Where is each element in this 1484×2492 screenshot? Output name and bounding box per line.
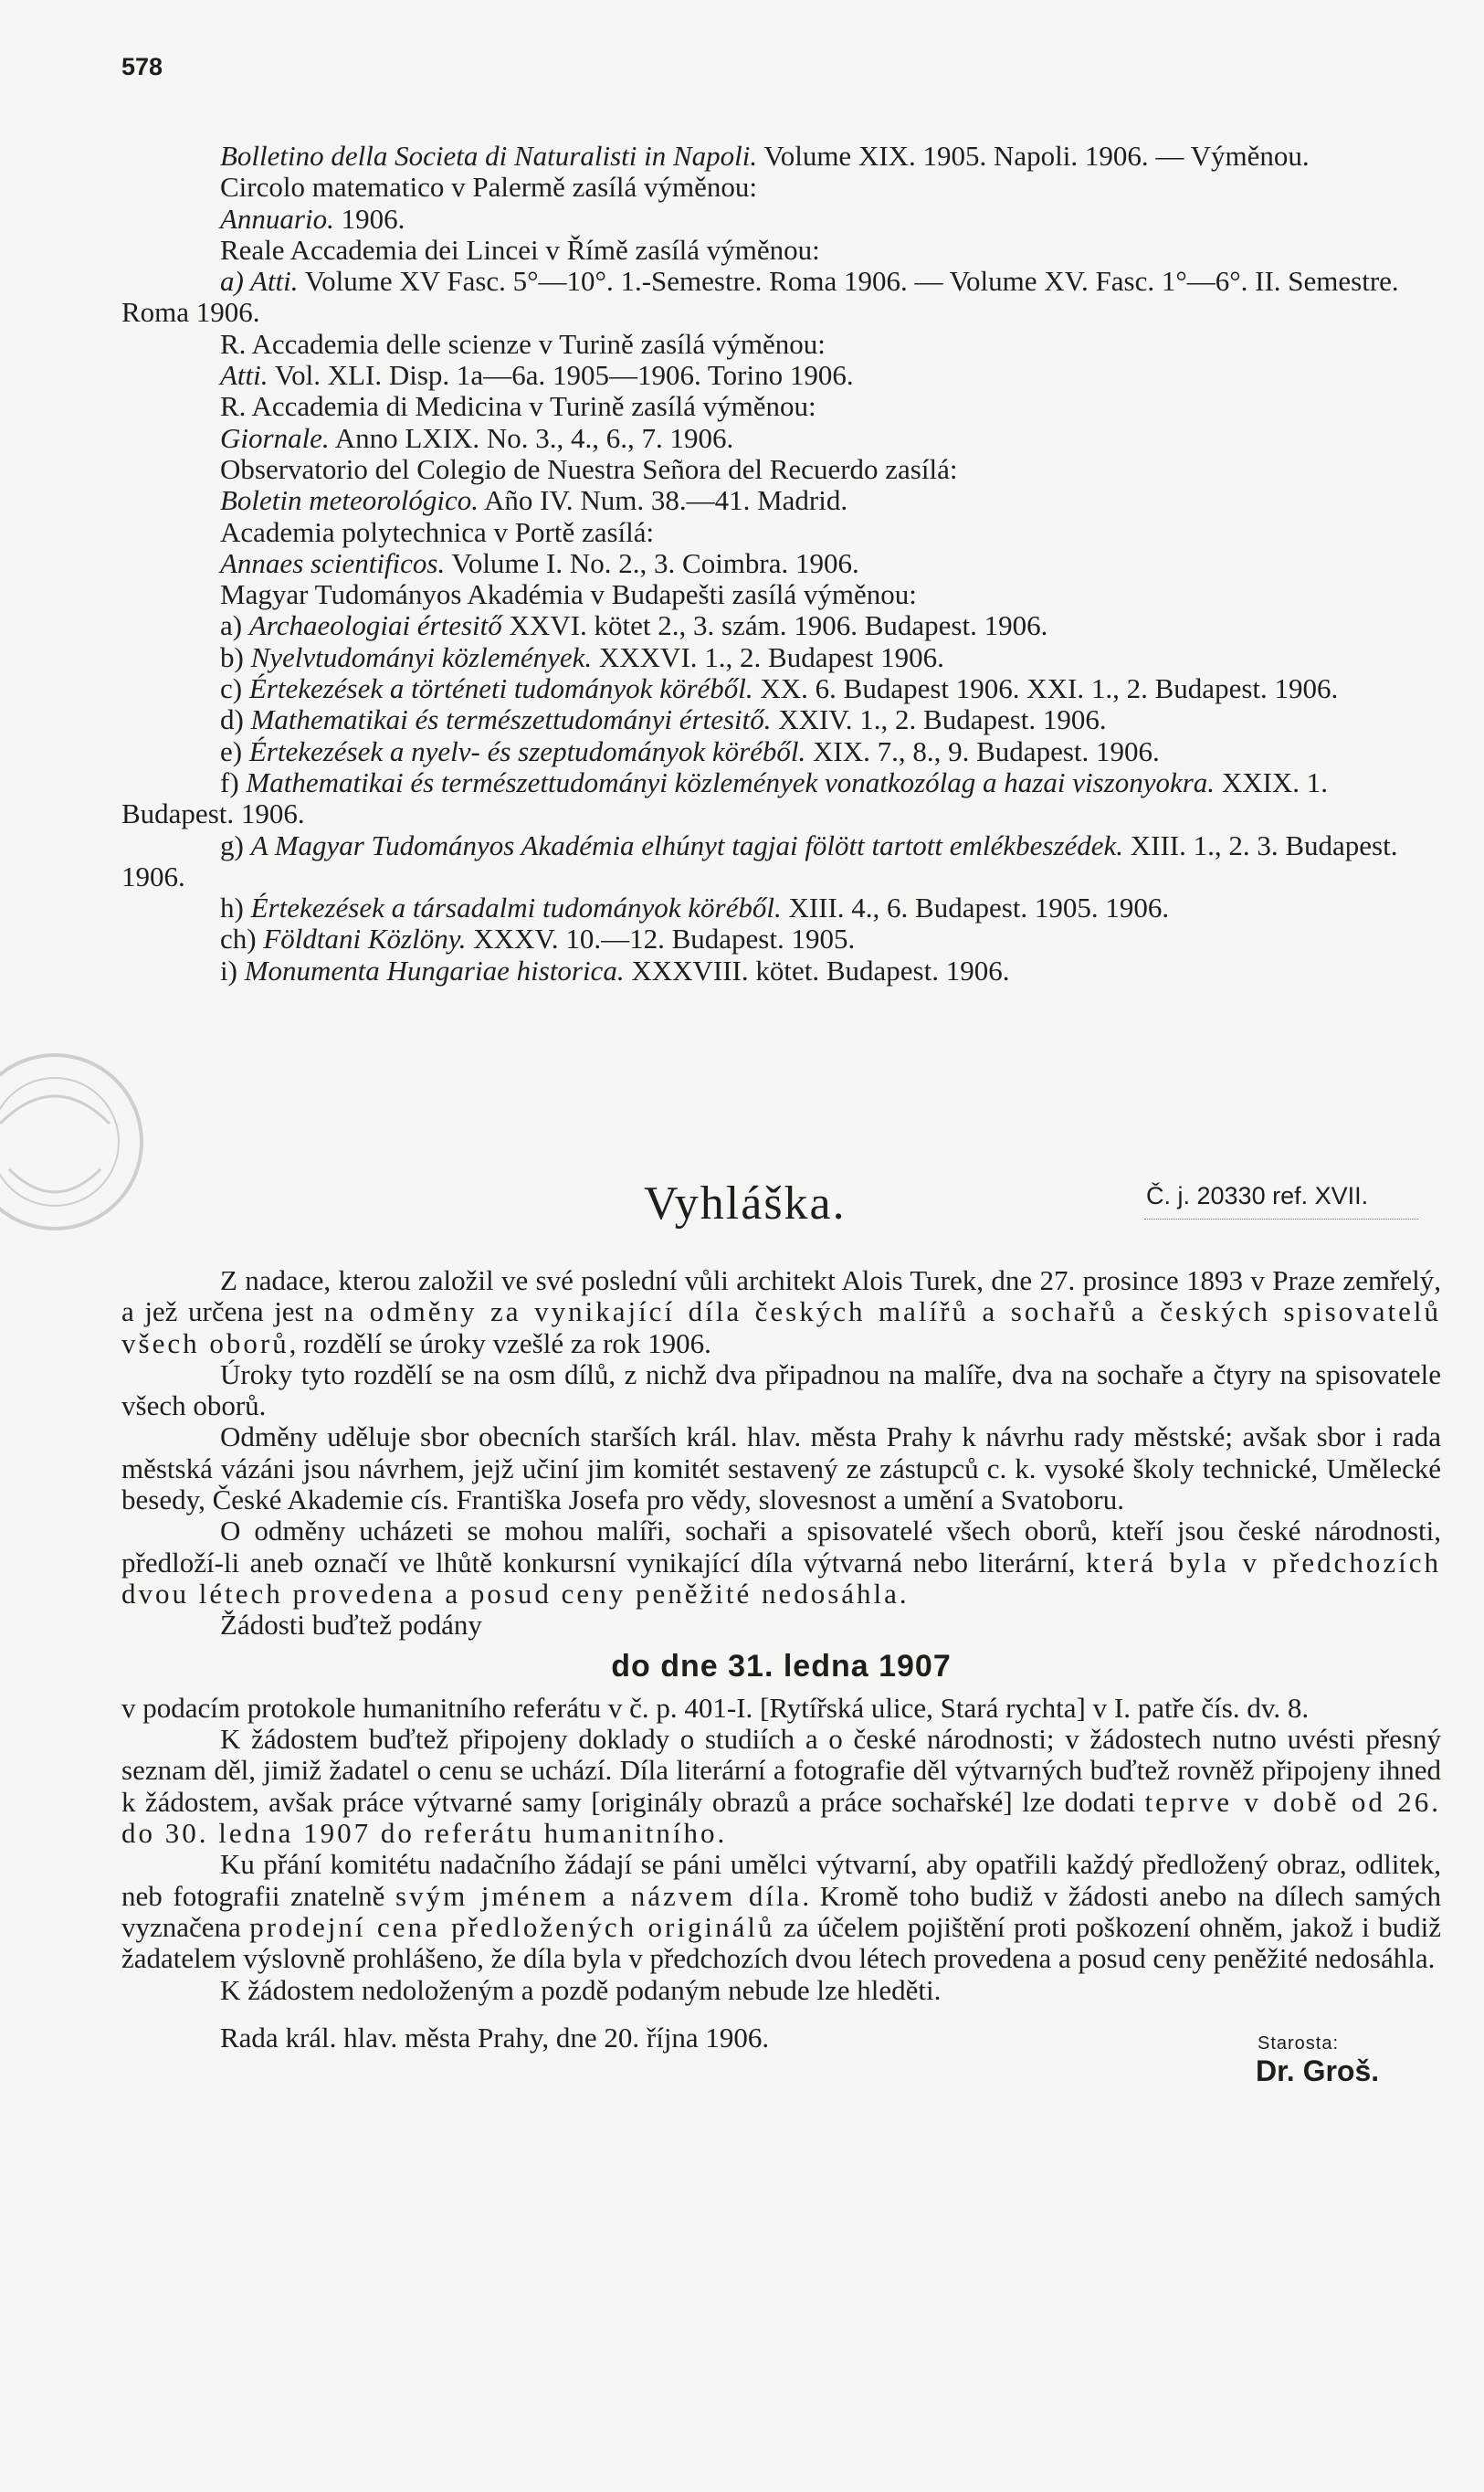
- entry-text: Volume XV Fasc. 5°—10°. 1.-Semestre. Roma 1906. — Volume XV. Fasc. 1°—6°. II. Semestre. Roma 1906.: [121, 265, 1399, 329]
- exchange-entry: [121, 956, 1441, 987]
- spaced-emphasis: teprve v době od 26. do 30. ledna 1907 do referátu humanitního: [121, 1785, 1441, 1850]
- entry-text: R. Accademia di Medicina v Turině zasílá výměnou:: [220, 390, 816, 423]
- entry-text: Vol. XLI. Disp. 1a—6a. 1905—1906. Torino 1906.: [268, 359, 854, 392]
- entry-text: XX. 6. Budapest 1906. XXI. 1., 2. Budapest. 1906.: [753, 672, 1339, 705]
- exchange-entry: [121, 391, 1441, 422]
- publication-title: Értekezések a történeti tudományok köréből.: [248, 672, 753, 705]
- exchange-entry: [121, 892, 1441, 924]
- publication-title: Archaeologiai értesitő: [248, 609, 502, 642]
- exchange-entry: [121, 704, 1441, 735]
- text: za účelem pojištění proti poškození ohněm, jakož i budiž žadatelem výslovně prohlášeno, že díla byla v předchozích dvou létech provedena a posud ceny peněžité nedosáhla.: [121, 1910, 1442, 1975]
- entry-text: c): [220, 672, 249, 705]
- entry-text: XIII. 4., 6. Budapest. 1905. 1906.: [781, 892, 1170, 924]
- publication-title: Bolletino della Societa di Naturalisti in Napoli.: [220, 140, 758, 172]
- exchange-entry: [121, 736, 1441, 767]
- publication-title: Annuario.: [220, 202, 334, 235]
- publication-title: Annaes scientificos.: [220, 546, 446, 579]
- entry-text: Academia polytechnica v Portě zasílá:: [220, 515, 655, 548]
- text: .: [717, 1817, 725, 1850]
- exchange-entry: [121, 830, 1441, 893]
- entry-text: b): [220, 640, 251, 673]
- entry-text: XXXVIII. kötet. Budapest. 1906.: [624, 954, 1010, 987]
- entry-text: 1906.: [333, 202, 405, 235]
- exchange-entry: [121, 329, 1441, 360]
- spaced-emphasis: prodejní cena předložených originálů: [249, 1910, 775, 1943]
- publication-title: Monumenta Hungariae historica.: [244, 954, 625, 987]
- exchange-entry: [121, 485, 1441, 516]
- notice-body: [121, 1265, 1441, 2096]
- paragraph-foundation: [121, 1265, 1441, 1359]
- entry-text: g): [220, 829, 251, 861]
- entry-text: R. Accademia delle scienze v Turině zasílá výměnou:: [220, 327, 826, 360]
- exchange-entry: [121, 642, 1441, 673]
- publication-title: Giornale.: [220, 421, 330, 454]
- exchange-entry: [121, 235, 1441, 266]
- publication-title: Nyelvtudományi közlemények.: [250, 640, 593, 673]
- entry-text: XXVI. kötet 2., 3. szám. 1906. Budapest. 1906.: [501, 609, 1048, 642]
- entry-text: Volume I. No. 2., 3. Coimbra. 1906.: [445, 546, 859, 579]
- publication-title: Értekezések a nyelv- és szeptudományok köréből.: [248, 734, 806, 767]
- exchange-entry: [121, 360, 1441, 391]
- signer-name: Dr. Groš.: [1256, 2054, 1380, 2087]
- spaced-emphasis: která byla v předchozích dvou létech provedena a posud ceny peněžité nedosáhla: [121, 1546, 1441, 1610]
- entry-text: f): [220, 766, 247, 798]
- notice-title: Vyhláška.: [644, 1177, 847, 1230]
- paragraph-location: v podacím protokole humanitního referátu v č. p. 401-I. [Rytířská ulice, Stará rychta] v I. patře čís. dv. 8.: [121, 1691, 1310, 1724]
- entry-text: h): [220, 892, 251, 924]
- entry-text: e): [220, 734, 249, 767]
- text: Z nadace, kterou založil ve své poslední vůli architekt Alois Turek, dne 27. prosince 1893 v Praze zemřelý, a jež určena jest: [121, 1264, 1441, 1328]
- exchange-entry: [121, 517, 1441, 548]
- exchange-entry: [121, 579, 1441, 610]
- entry-text: XXIX. 1. Budapest. 1906.: [121, 766, 1329, 830]
- entry-text: XXXV. 10.—12. Budapest. 1905.: [466, 923, 856, 956]
- paragraph-division: Úroky tyto rozdělí se na osm dílů, z nichž dva připadnou na malíře, dva na sochaře a čtyry na spisovatele všech oborů.: [121, 1357, 1441, 1422]
- spaced-emphasis: svým jménem a názvem díla: [395, 1879, 803, 1912]
- exchange-entry: [121, 454, 1441, 485]
- library-stamp-icon: [0, 923, 164, 1306]
- deadline: do dne 31. ledna 1907: [611, 1648, 952, 1684]
- exchange-entry: [121, 204, 1441, 235]
- publication-title: A Magyar Tudományos Akadémia elhúnyt tagjai fölött tartott emlékbeszédek.: [250, 829, 1123, 861]
- entry-text: XXXVI. 1., 2. Budapest 1906.: [592, 640, 944, 673]
- entry-text: Año IV. Num. 38.—41. Madrid.: [478, 484, 848, 517]
- text: K žádostem buďtež připojeny doklady o studiích a o české národnosti; v žádostech nutno uvésti přesný seznam děl, jimiž žadatel o cenu se uchází. Díla literární a fotografie děl výtvarných buďtež rovněž připojeny ihned k žádostem, avšak práce výtvarné samy [originály obrazů a práce sochařské] lze dodati: [121, 1723, 1441, 1818]
- publication-title: Mathematikai és természettudományi értesitő.: [250, 703, 772, 736]
- entry-text: XXIV. 1., 2. Budapest. 1906.: [771, 703, 1107, 736]
- signature-block: [121, 2022, 1441, 2096]
- publication-title: Mathematikai és természettudományi közlemények vonatkozólag a hazai viszonyokra.: [246, 766, 1216, 798]
- entry-text: d): [220, 703, 251, 736]
- entry-text: XIX. 7., 8., 9. Budapest. 1906.: [805, 734, 1160, 767]
- exchange-entry: [121, 767, 1441, 830]
- exchange-entry: [121, 172, 1441, 203]
- place-date: Rada král. hlav. města Prahy, dne 20. října 1906.: [220, 2021, 770, 2054]
- text: Ku přání komitétu nadačního žádají se páni umělci výtvarní, aby opatřili každý předložený obraz, odlitek, neb fotografii znatelně: [121, 1848, 1441, 1912]
- exchange-list: [121, 141, 1441, 987]
- entry-text: Circolo matematico v Palermě zasílá výměnou:: [220, 171, 757, 204]
- notice-header: [121, 1175, 1441, 1239]
- entry-text: Observatorio del Colegio de Nuestra Señora del Recuerdo zasílá:: [220, 452, 958, 485]
- entry-text: ch): [220, 923, 264, 956]
- exchange-entry: [121, 548, 1441, 579]
- exchange-entry: [121, 141, 1441, 172]
- reference-rule: [1144, 1219, 1418, 1220]
- text: . Kromě toho budiž v žádosti anebo na dílech samých vyznačena: [121, 1879, 1442, 1943]
- exchange-entry: [121, 924, 1441, 955]
- entry-text: Reale Accademia dei Lincei v Římě zasílá výměnou:: [220, 233, 820, 266]
- paragraph-eligibility: [121, 1515, 1441, 1610]
- entry-text: XIII. 1., 2. 3. Budapest. 1906.: [121, 829, 1398, 892]
- publication-title: Boletin meteorológico.: [220, 484, 479, 517]
- text: O odměny ucházeti se mohou malíři, sochaři a spisovatelé všech oborů, kteří jsou české národnosti, předloží-li aneb označí ve lhůtě konkursní vynikající díla výtvarná nebo literární,: [121, 1515, 1441, 1579]
- publication-title: Földtani Közlöny.: [263, 923, 467, 956]
- paragraph-labeling: [121, 1849, 1441, 1974]
- publication-title: Atti.: [220, 359, 268, 392]
- paragraph-documents: [121, 1724, 1441, 1849]
- entry-text: a): [220, 609, 249, 642]
- paragraph-submission: Žádosti buďtež podány: [220, 1609, 482, 1642]
- exchange-entry: [121, 423, 1441, 454]
- page-number: 578: [121, 53, 163, 80]
- exchange-entry: [121, 610, 1441, 641]
- paragraph-awarding: Odměny uděluje sbor obecních starších král. hlav. města Prahy k návrhu rady městské; avšak sbor i rada městská vázáni jsou návrhem, jejž učiní jim komitét sestavený ze zástupců c. k. vysoké školy technické, Umělecké besedy, České Akademie cís. Františka Josefa pro vědy, slovesnost a umění a Svatoboru.: [121, 1420, 1441, 1516]
- entry-text: Volume XIX. 1905. Napoli. 1906. — Výměnou.: [757, 140, 1310, 172]
- entry-text: Anno LXIX. No. 3., 4., 6., 7. 1906.: [329, 421, 734, 454]
- publication-title: a) Atti.: [220, 265, 299, 298]
- entry-text: Magyar Tudományos Akadémia v Budapešti zasílá výměnou:: [220, 578, 917, 611]
- exchange-entry: [121, 673, 1441, 704]
- entry-text: i): [220, 954, 245, 987]
- text: .: [899, 1577, 907, 1610]
- publication-title: Értekezések a társadalmi tudományok köréből.: [250, 892, 782, 924]
- exchange-entry: [121, 266, 1441, 329]
- signer-role: Starosta:: [1258, 2033, 1340, 2054]
- reference-number: Č. j. 20330 ref. XVII.: [1146, 1182, 1369, 1209]
- paragraph-rejection: K žádostem nedoloženým a pozdě podaným nebude lze hleděti.: [220, 1973, 942, 2006]
- text: , rozdělí se úroky vzešlé za rok 1906.: [289, 1326, 711, 1359]
- spaced-emphasis: na odměny za vynikající díla českých malířů a sochařů a českých spisovatelů všech oborů: [121, 1295, 1441, 1359]
